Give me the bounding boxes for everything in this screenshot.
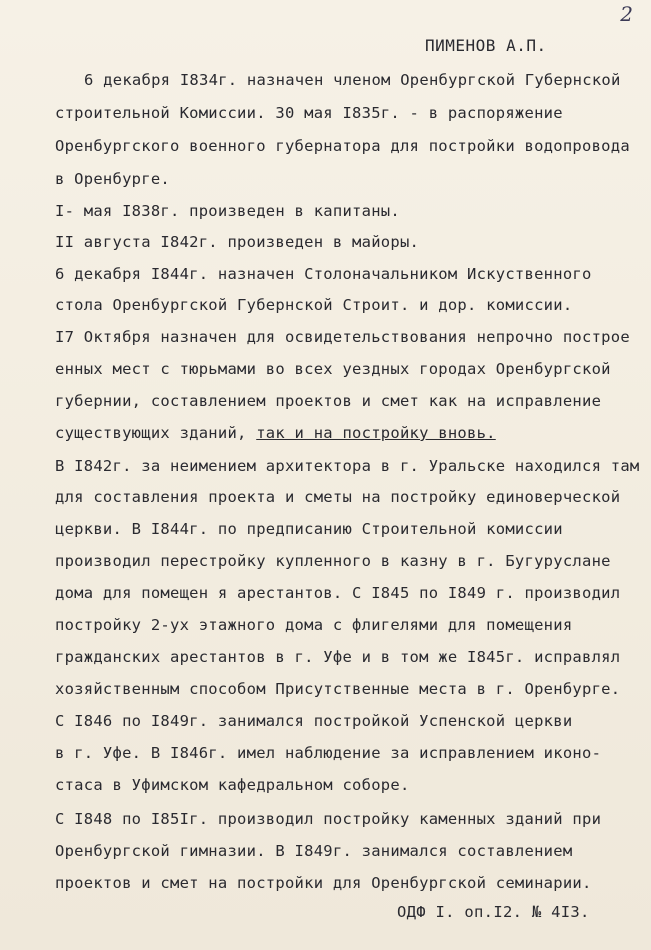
text-line: 6 декабря I834г. назначен членом Оренбургской Губернской [84, 71, 621, 89]
archive-reference: ОДФ I. оп.I2. № 4I3. [397, 903, 590, 921]
text-line: гражданских арестантов в г. Уфе и в том же I845г. исправлял [55, 648, 621, 666]
text-line: енных мест с тюрьмами во всех уездных городах Оренбургской [55, 360, 611, 378]
text-line: II августа I842г. произведен в майоры. [55, 233, 420, 251]
text-line: существующих зданий, так и на постройку вновь. [55, 424, 496, 442]
text-line: в г. Уфе. В I846г. имел наблюдение за исправлением иконо- [55, 744, 602, 762]
text-line: в Оренбурге. [55, 170, 170, 188]
text-line: губернии, составлением проектов и смет как на исправление [55, 392, 602, 410]
text-line: С I848 по I85Iг. производил постройку каменных зданий при [55, 810, 602, 828]
document-title: ПИМЕНОВ А.П. [425, 36, 547, 55]
text-line: I- мая I838г. произведен в капитаны. [55, 202, 400, 220]
text-line: постройку 2-ух этажного дома с флигелями для помещения [55, 616, 573, 634]
text-line: церкви. В I844г. по предписанию Строительной комиссии [55, 520, 563, 538]
text-line: С I846 по I849г. занимался постройкой Успенской церкви [55, 712, 573, 730]
text-line: хозяйственным способом Присутственные места в г. Оренбурге. [55, 680, 621, 698]
text-line: 6 декабря I844г. назначен Столоначальником Искуственного [55, 265, 592, 283]
underlined-phrase: так и на постройку вновь. [256, 424, 496, 442]
page-number: 2 [620, 2, 633, 26]
text-line: I7 Октября назначен для освидетельствования непрочно построе [55, 328, 630, 346]
text-line: стаса в Уфимском кафедральном соборе. [55, 776, 410, 794]
text-line: Оренбургской гимназии. В I849г. занимался составлением [55, 842, 573, 860]
text-line: дома для помещен я арестантов. С I845 по I849 г. производил [55, 584, 621, 602]
text-line: стола Оренбургской Губернской Строит. и дор. комиссии. [55, 296, 573, 314]
text-line: для составления проекта и сметы на постройку единоверческой [55, 488, 621, 506]
text-line: Оренбургского военного губернатора для постройки водопровода [55, 137, 630, 155]
text-line: В I842г. за неимением архитектора в г. Уральске находился там [55, 457, 640, 475]
text-line: производил перестройку купленного в казну в г. Бугуруслане [55, 552, 611, 570]
text-line: строительной Комиссии. 30 мая I835г. - в распоряжение [55, 104, 563, 122]
text-line: проектов и смет на постройки для Оренбургской семинарии. [55, 874, 592, 892]
